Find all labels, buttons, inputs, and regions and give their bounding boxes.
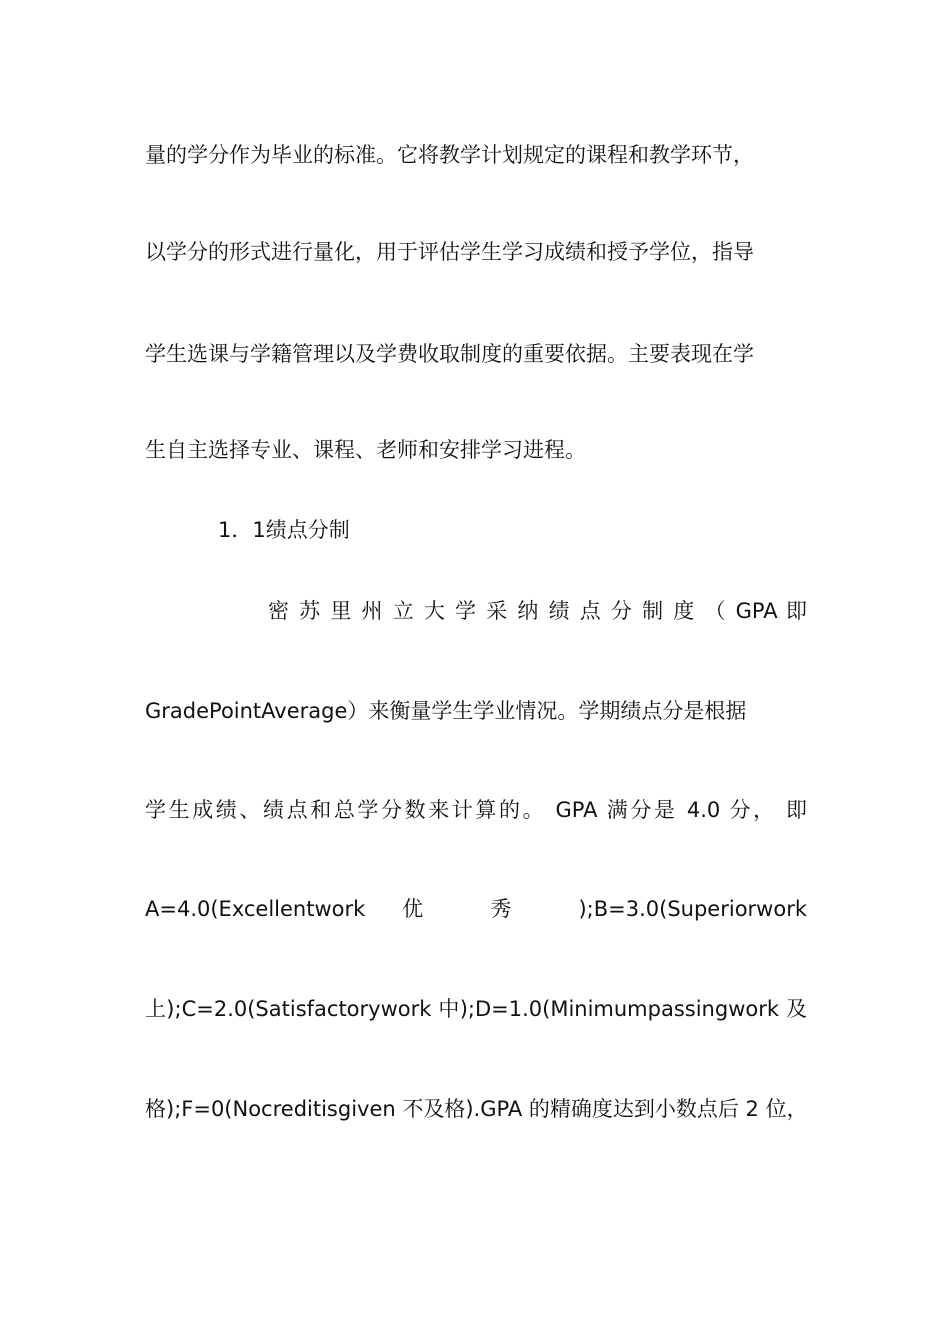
paragraph-line-9: A=4.0(Excellentwork 优 秀 );B=3.0(Superiorwork (145, 897, 807, 921)
section-heading: 1．1绩点分制 (218, 518, 350, 542)
paragraph-line-10: 上);C=2.0(Satisfactorywork 中);D=1.0(Minimumpassingwork 及 (145, 997, 807, 1021)
paragraph-line-7: GradePointAverage）来衡量学生学业情况。学期绩点分是根据 (145, 699, 747, 723)
paragraph-line-8: 学生成绩、绩点和总学分数来计算的。 GPA 满分是 4.0 分， 即 (145, 798, 807, 822)
paragraph-line-11: 格);F=0(Nocreditisgiven 不及格).GPA 的精确度达到小数点后 2 位， (145, 1097, 808, 1121)
paragraph-line-2: 以学分的形式进行量化，用于评估学生学习成绩和授予学位，指导 (145, 240, 754, 264)
paragraph-line-3: 学生选课与学籍管理以及学费收取制度的重要依据。主要表现在学 (145, 342, 754, 366)
paragraph-line-6: 密 苏 里 州 立 大 学 采 纳 绩 点 分 制 度 （ GPA 即 (268, 599, 807, 623)
paragraph-line-4: 生自主选择专业、课程、老师和安排学习进程。 (145, 438, 586, 462)
paragraph-line-1: 量的学分作为毕业的标准。它将教学计划规定的课程和教学环节， (145, 143, 754, 167)
